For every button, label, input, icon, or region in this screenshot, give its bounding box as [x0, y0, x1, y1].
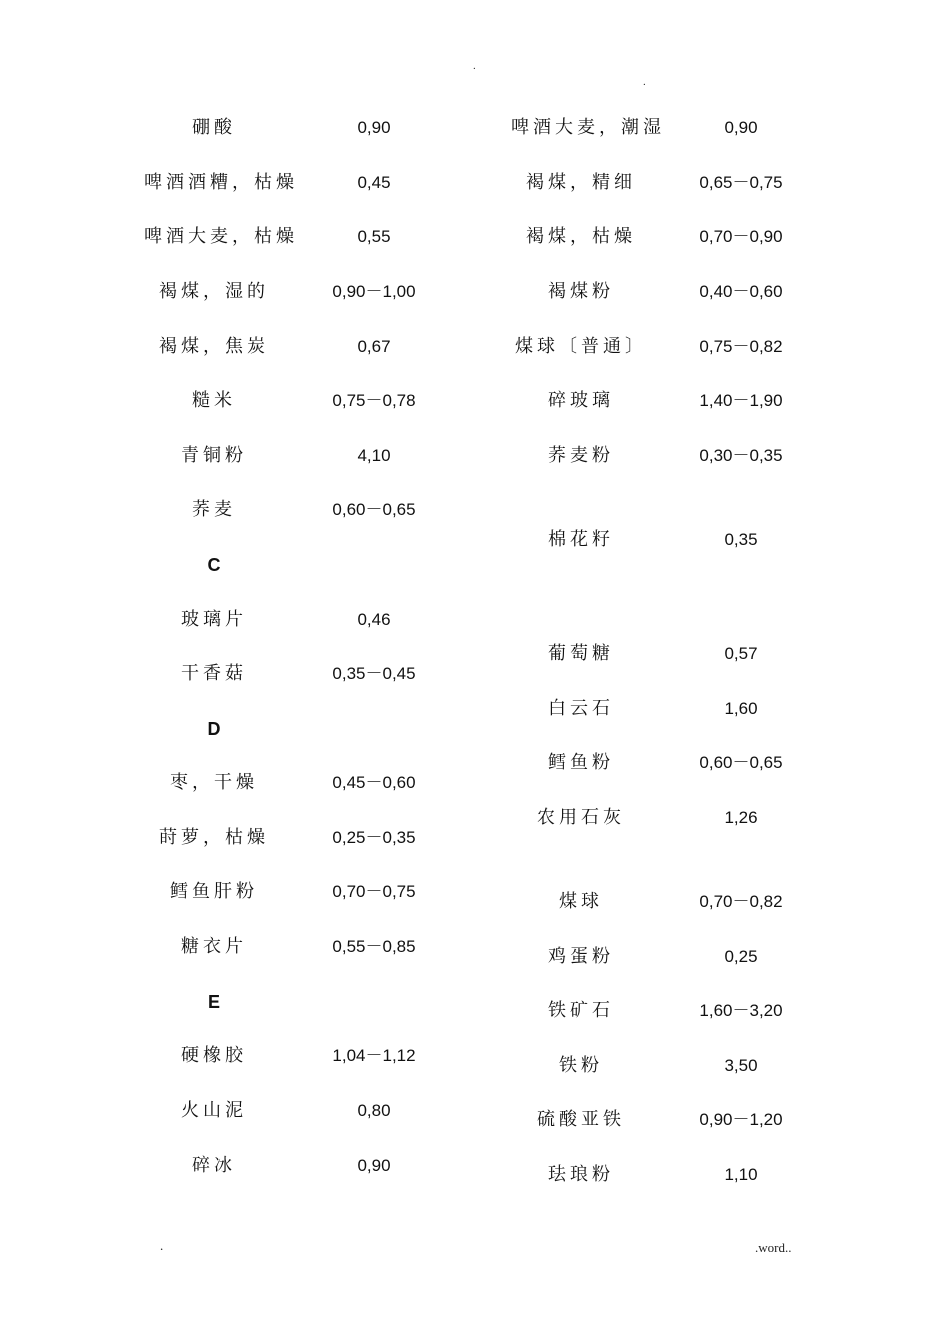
material-name: 农用石灰	[537, 807, 625, 828]
material-name: 珐琅粉	[548, 1164, 614, 1185]
material-name: 啤酒大麦，枯燥	[144, 226, 298, 247]
density-value: 0,75－0,78	[332, 391, 416, 410]
material-name: 荞麦粉	[548, 445, 614, 466]
footer-word: .word..	[755, 1240, 792, 1255]
density-value: 0,70－0,75	[332, 882, 416, 901]
density-value: 3,50	[724, 1056, 758, 1075]
header-mark-right: .	[643, 76, 646, 88]
material-name: 褐煤，精细	[526, 172, 636, 193]
material-name: 铁矿石	[548, 1000, 614, 1021]
density-value: 0,90	[357, 1156, 391, 1175]
density-value: 4,10	[357, 446, 391, 465]
density-value: 0,40－0,60	[699, 282, 783, 301]
material-name: 啤酒大麦，潮湿	[511, 117, 665, 138]
section-heading: D	[207, 719, 221, 739]
density-value: 0,60－0,65	[332, 500, 416, 519]
density-value: 0,90	[357, 118, 391, 137]
material-name: 白云石	[548, 698, 614, 719]
density-value: 1,60	[724, 699, 758, 718]
material-name: 碎玻璃	[548, 390, 614, 411]
density-value: 0,67	[357, 337, 391, 356]
material-name: 褐煤粉	[548, 281, 614, 302]
material-name: 枣，干燥	[170, 772, 258, 793]
density-value: 0,80	[357, 1101, 391, 1120]
section-heading: E	[207, 992, 220, 1012]
material-name: 火山泥	[181, 1100, 247, 1121]
density-value: 0,75－0,82	[699, 337, 783, 356]
density-value: 0,90	[724, 118, 758, 137]
density-value: 1,10	[724, 1165, 758, 1184]
material-name: 褐煤，枯燥	[526, 226, 636, 247]
material-name: 莳萝，枯燥	[159, 827, 269, 848]
density-value: 0,65－0,75	[699, 173, 783, 192]
density-value: 0,55	[357, 227, 391, 246]
density-value: 0,35－0,45	[332, 664, 416, 683]
density-value: 0,46	[357, 610, 391, 629]
material-name: 葡萄糖	[548, 643, 614, 664]
section-heading: C	[207, 555, 221, 575]
material-name: 硼酸	[192, 117, 236, 138]
material-name: 煤球	[559, 891, 603, 912]
material-name: 铁粉	[559, 1055, 603, 1076]
material-name: 玻璃片	[181, 609, 247, 630]
density-value: 1,26	[724, 808, 758, 827]
material-name: 干香菇	[181, 663, 247, 684]
density-value: 1,04－1,12	[332, 1046, 416, 1065]
material-name: 鳕鱼肝粉	[170, 881, 258, 902]
density-value: 0,70－0,82	[699, 892, 783, 911]
density-value: 0,70－0,90	[699, 227, 783, 246]
material-name: 煤球〔普通〕	[515, 336, 647, 357]
material-name: 啤酒酒糟，枯燥	[144, 172, 298, 193]
material-name: 荞麦	[192, 499, 236, 520]
density-value: 1,40－1,90	[699, 391, 783, 410]
material-name: 鳕鱼粉	[548, 752, 614, 773]
density-value: 0,30－0,35	[699, 446, 783, 465]
density-value: 0,35	[724, 530, 758, 549]
material-name: 糖衣片	[181, 936, 247, 957]
density-value: 0,25－0,35	[332, 828, 416, 847]
density-value: 1,60－3,20	[699, 1001, 783, 1020]
material-name: 褐煤，焦炭	[159, 336, 269, 357]
material-name: 褐煤，湿的	[159, 281, 269, 302]
material-name: 碎冰	[192, 1155, 236, 1176]
material-name: 棉花籽	[548, 529, 614, 550]
header-mark-left: .	[473, 60, 476, 72]
footer-mark: .	[160, 1238, 164, 1253]
material-name: 鸡蛋粉	[548, 946, 614, 967]
density-value: 0,57	[724, 644, 758, 663]
density-value: 0,90－1,20	[699, 1110, 783, 1129]
density-value: 0,90－1,00	[332, 282, 416, 301]
material-name: 青铜粉	[181, 445, 247, 466]
material-name: 硬橡胶	[181, 1045, 247, 1066]
density-value: 0,60－0,65	[699, 753, 783, 772]
material-name: 糙米	[192, 390, 236, 411]
density-value: 0,45	[357, 173, 391, 192]
density-value: 0,45－0,60	[332, 773, 416, 792]
density-value: 0,25	[724, 947, 758, 966]
density-value: 0,55－0,85	[332, 937, 416, 956]
material-name: 硫酸亚铁	[537, 1109, 625, 1130]
